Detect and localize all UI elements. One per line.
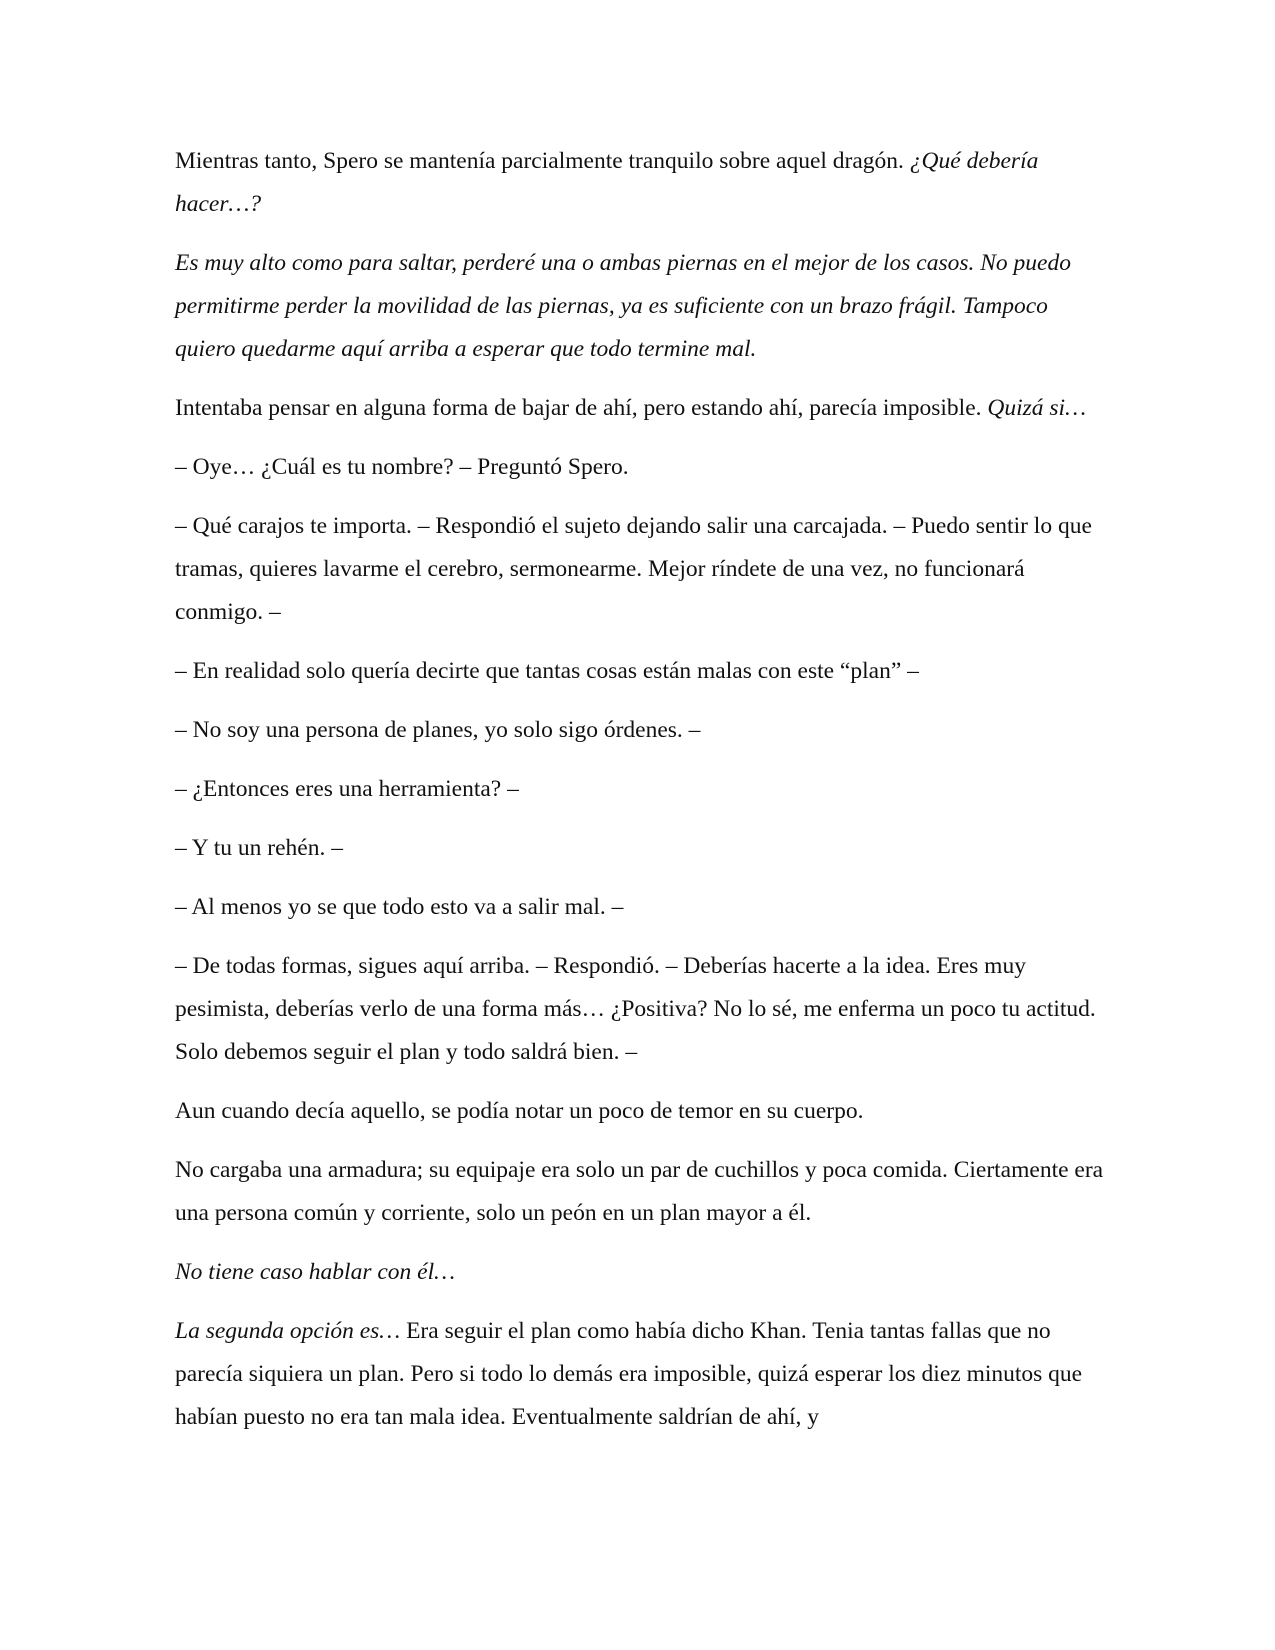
paragraph (175, 945, 1110, 1074)
text-run: – Al menos yo se que todo esto va a salir mal. – (175, 894, 624, 920)
text-run: Era seguir el plan como había dicho Khan. Tenia tantas fallas que no parecía siquiera un plan. Pero si todo lo demás era imposible, quizá esperar los diez minutos que habían puesto no era tan mala idea. Eventualmente saldrían de ahí, y (175, 1318, 1083, 1430)
text-run: – En realidad solo quería decirte que tantas cosas están malas con este “plan” – (175, 658, 919, 684)
paragraph (175, 446, 1110, 489)
paragraph (175, 242, 1110, 371)
italic-text-run: No tiene caso hablar con él… (175, 1259, 456, 1285)
italic-text-run: ¿Qué debería hacer…? (175, 148, 1039, 217)
italic-text-run: Es muy alto como para saltar, perderé una o ambas piernas en el mejor de los casos. No puedo permitirme perder la movilidad de las piernas, ya es suficiente con un brazo frágil. Tampoco quiero quedarme aquí arriba a esperar que todo termine mal. (175, 250, 1071, 362)
paragraph (175, 140, 1110, 226)
text-run: – Oye… ¿Cuál es tu nombre? – Preguntó Spero. (175, 454, 629, 480)
text-run: – De todas formas, sigues aquí arriba. – Respondió. – Deberías hacerte a la idea. Eres muy pesimista, deberías verlo de una forma más… ¿Positiva? No lo sé, me enferma un poco tu actitud. Solo debemos seguir el plan y todo saldrá bien. – (175, 953, 1096, 1065)
document-page (175, 140, 1110, 1455)
paragraph (175, 1310, 1110, 1439)
text-run: – Y tu un rehén. – (175, 835, 343, 861)
text-run: – ¿Entonces eres una herramienta? – (175, 776, 519, 802)
text-run: No cargaba una armadura; su equipaje era solo un par de cuchillos y poca comida. Ciertamente era una persona común y corriente, solo un peón en un plan mayor a él. (175, 1157, 1104, 1226)
italic-text-run: La segunda opción es… (175, 1318, 401, 1344)
paragraph (175, 886, 1110, 929)
paragraph (175, 1090, 1110, 1133)
paragraph (175, 387, 1110, 430)
paragraph (175, 505, 1110, 634)
text-run: Intentaba pensar en alguna forma de bajar de ahí, pero estando ahí, parecía imposible. (175, 395, 988, 421)
paragraph (175, 1251, 1110, 1294)
paragraph (175, 1149, 1110, 1235)
italic-text-run: Quizá si… (987, 395, 1086, 421)
paragraph (175, 709, 1110, 752)
paragraph (175, 827, 1110, 870)
text-run: Aun cuando decía aquello, se podía notar un poco de temor en su cuerpo. (175, 1098, 864, 1124)
text-run: Mientras tanto, Spero se mantenía parcialmente tranquilo sobre aquel dragón. (175, 148, 910, 174)
text-run: – Qué carajos te importa. – Respondió el sujeto dejando salir una carcajada. – Puedo sentir lo que tramas, quieres lavarme el cerebro, sermonearme. Mejor ríndete de una vez, no funcionará conmigo. – (175, 513, 1092, 625)
text-run: – No soy una persona de planes, yo solo sigo órdenes. – (175, 717, 701, 743)
paragraph (175, 768, 1110, 811)
paragraph (175, 650, 1110, 693)
